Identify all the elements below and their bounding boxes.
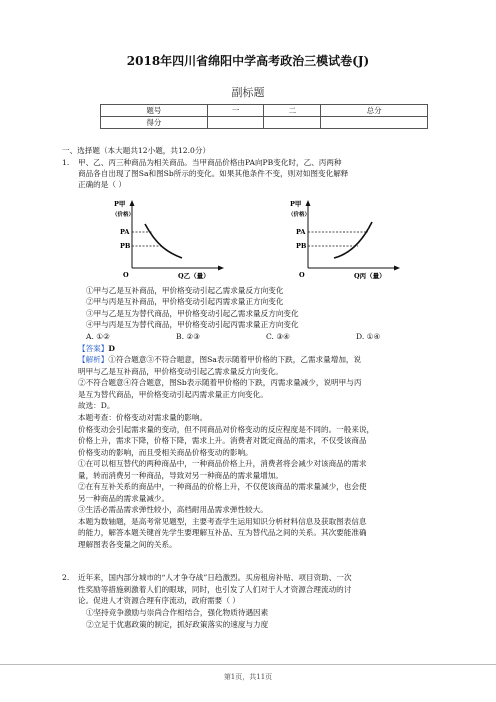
fig-sa-y-sub: （价格） xyxy=(112,212,135,218)
statement-line: ③甲与乙是互为替代商品，甲价格变动引起乙需求量反方向变化 xyxy=(86,309,299,318)
fig-sb-origin: O xyxy=(299,271,305,279)
figure-sa-graph xyxy=(112,196,228,280)
explanation-line: 本题为数轴题，是高考常见题型，主要考查学生运用知识分析材料信息及获取图表信息 xyxy=(78,517,367,526)
question-number: 2. xyxy=(62,573,70,582)
statement-line: ①甲与乙是互补商品，甲价格变动引起乙需求量反方向变化 xyxy=(86,286,284,295)
fig-sa-pa: PA xyxy=(120,228,130,236)
answer-value: D xyxy=(108,344,115,353)
answer-label: 【答案】 xyxy=(78,344,109,353)
page-footer: 第1页，共11页 xyxy=(223,673,273,681)
statement-line: ②甲与丙是互补商品，甲价格变动引起丙需求量正方向变化 xyxy=(86,297,284,306)
explanation-line: ②在有互补关系的商品中，一种商品的价格上升，不仅使该商品的需求量减少，也会使 xyxy=(78,482,367,491)
fig-sb-y-sub: （价格） xyxy=(288,212,311,218)
document-subtitle: 副标题 xyxy=(231,86,265,99)
figure-sb-graph xyxy=(288,196,404,280)
question-stem-line: 甲、乙、丙三种商品为相关商品。当甲商品价格由PA向PB变化时，乙、丙两种 xyxy=(78,158,342,167)
explanation-line: 的能力，解答本题关键首先学生要理解互补品、互为替代品之间的关系。其次要能准确 xyxy=(78,528,367,537)
score-header-cell: 题号 xyxy=(101,105,208,117)
explanation-line: 价格变动的影响，而且受相关商品价格变动的影响。 xyxy=(78,448,253,457)
statement-line: ④甲与丙是互为替代商品，甲价格变动引起丙需求量正方向变化 xyxy=(86,320,299,329)
fig-sb-x-label: Q丙（量） xyxy=(354,272,386,280)
fig-sa-y-label: P甲 xyxy=(114,200,126,208)
option-a: A. ①② xyxy=(86,332,110,341)
score-table-row xyxy=(101,117,428,129)
question-stem-line: 正确的是（ ） xyxy=(78,180,126,189)
score-row-label: 得分 xyxy=(101,117,208,129)
explanation-line: ①在可以相互替代的两种商品中，一种商品价格上升，消费者将会减少对该商品的需求 xyxy=(78,459,367,468)
explanation-line: ③生活必需品需求弹性较小，高档耐用品需求弹性较大。 xyxy=(78,505,268,514)
score-header-cell: 一 xyxy=(207,105,264,117)
analysis-text: ①符合题意③不符合题意，图Sa表示随着甲价格的下跌，乙需求量增加，说 xyxy=(108,355,362,364)
explanation-line: 价格变动会引起需求量的变动，但不同商品对价格变动的反应程度是不同的。一般来说， xyxy=(78,425,375,434)
question-number: 1. xyxy=(62,158,70,167)
score-cell xyxy=(207,117,264,129)
fig-sa-origin: O xyxy=(123,271,129,279)
answer-line xyxy=(78,343,115,354)
option-d: D. ①④ xyxy=(356,332,381,341)
score-cell xyxy=(321,117,428,129)
score-header-cell: 总分 xyxy=(321,105,428,117)
fig-sa-x-label: Q乙（量） xyxy=(178,272,210,280)
option-c: C. ③④ xyxy=(266,332,290,341)
footer-divider xyxy=(0,664,496,665)
explanation-line: 本题考查：价格变动对需求量的影响。 xyxy=(78,413,208,422)
option-b: B. ②③ xyxy=(176,332,201,341)
explanation-line: 量，转而消费另一种商品，导致对另一种商品的需求量增加。 xyxy=(78,471,284,480)
fig-sb-pb: PB xyxy=(296,242,307,250)
analysis-line: 是互为替代商品，甲价格变动引起丙需求量正方向变化。 xyxy=(78,390,268,399)
analysis-line: ②不符合题意④符合题意，图Sb表示随着甲价格的下跌，丙需求量减少，说明甲与丙 xyxy=(78,378,362,387)
conclusion-line: 故选：D。 xyxy=(78,401,115,410)
question-stem-line: 论。促进人才资源合理有序流动，政府需要（ ） xyxy=(78,596,240,605)
statement-line: ①坚持竞争激励与崇尚合作相结合，强化物质待遇因素 xyxy=(86,608,269,617)
explanation-line: 价格上升，需求下降，价格下降，需求上升。消费者对既定商品的需求，不仅受该商品 xyxy=(78,436,367,445)
section-heading: 一、选择题（本大题共12小题，共12.0分） xyxy=(62,146,211,155)
score-table xyxy=(100,104,428,129)
explanation-line: 理解图表各变量之间的关系。 xyxy=(78,540,177,549)
statement-line: ②立足于优惠政策的制定，抓好政策落实的速度与力度 xyxy=(86,620,269,629)
fig-sb-pa: PA xyxy=(296,228,306,236)
explanation-line: 另一种商品的需求量减少。 xyxy=(78,494,170,503)
question-stem-line: 性奖励等措施刺激着人们的眼球，同时，也引发了人们对于人才资源合理流动的讨 xyxy=(78,585,352,594)
score-cell xyxy=(264,117,321,129)
score-table-header-row xyxy=(101,105,428,117)
question-stem-line: 近年来，国内部分城市的“人才争夺战”日趋激烈。买房租房补贴、项目资助、一次 xyxy=(78,573,352,582)
fig-sa-pb: PB xyxy=(120,242,131,250)
analysis-line xyxy=(78,354,361,365)
question-stem-line: 商品各自出现了图Sa和图Sb所示的变化。如果其他条件不变，则对如图变化解释 xyxy=(78,169,349,178)
fig-sb-y-label: P甲 xyxy=(290,200,302,208)
score-header-cell: 二 xyxy=(264,105,321,117)
analysis-line: 明甲与乙是互补商品，甲价格变动引起乙需求量反方向变化。 xyxy=(78,367,284,376)
analysis-label: 【解析】 xyxy=(78,355,109,364)
document-title: 2018年四川省绵阳中学高考政治三模试卷(J) xyxy=(126,54,370,68)
